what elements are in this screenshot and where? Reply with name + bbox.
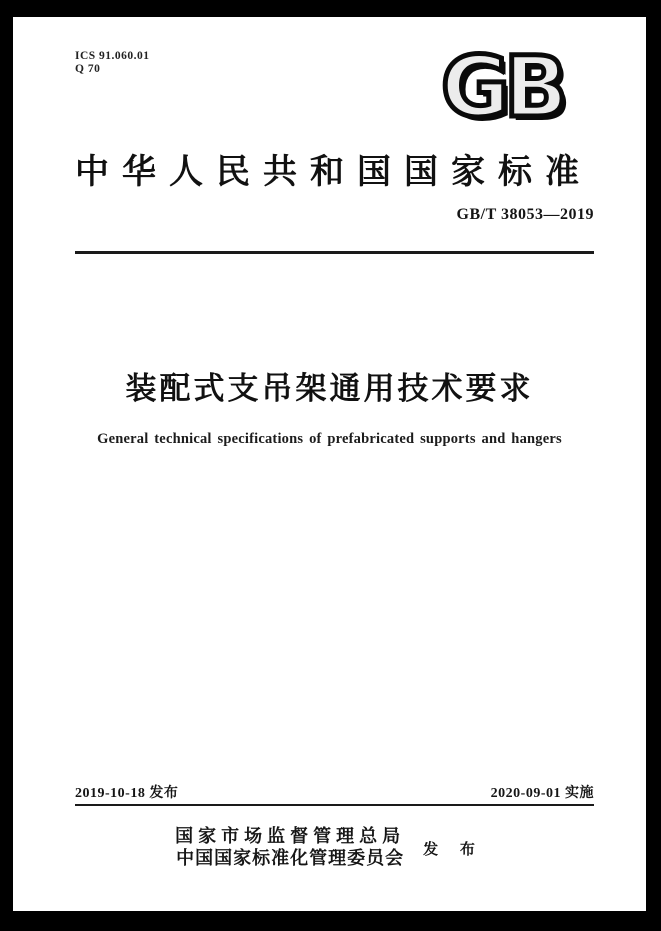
- standard-cover-page: [13, 17, 646, 911]
- standard-chinese-title: 装配式支吊架通用技术要求: [125, 371, 534, 406]
- china-classification-code: Q 70: [75, 63, 101, 75]
- national-standard-title: 中华人民共和国国家标准: [75, 154, 592, 191]
- standard-number: GB/T 38053—2019: [456, 206, 594, 223]
- dates-row: [75, 782, 594, 802]
- implementation-date: 2020-09-01 实施: [490, 786, 594, 801]
- ics-classification-block: [75, 50, 150, 76]
- standard-english-title: General technical specifications of prefabricated supports and hangers: [97, 431, 562, 447]
- issuer-block: [13, 825, 646, 869]
- issuer-sac: 中国国家标准化管理委员会: [176, 848, 405, 868]
- issuing-authorities: [175, 825, 405, 869]
- ics-code: ICS 91.060.01: [75, 50, 150, 62]
- publish-label: 发 布: [423, 841, 484, 858]
- gb-standard-logo: GB: [441, 38, 562, 136]
- issuer-samr: 国家市场监督管理总局: [175, 826, 406, 846]
- issue-date: 2019-10-18 发布: [75, 786, 179, 801]
- header-divider-line: [75, 251, 594, 254]
- footer-divider-line: [75, 804, 594, 806]
